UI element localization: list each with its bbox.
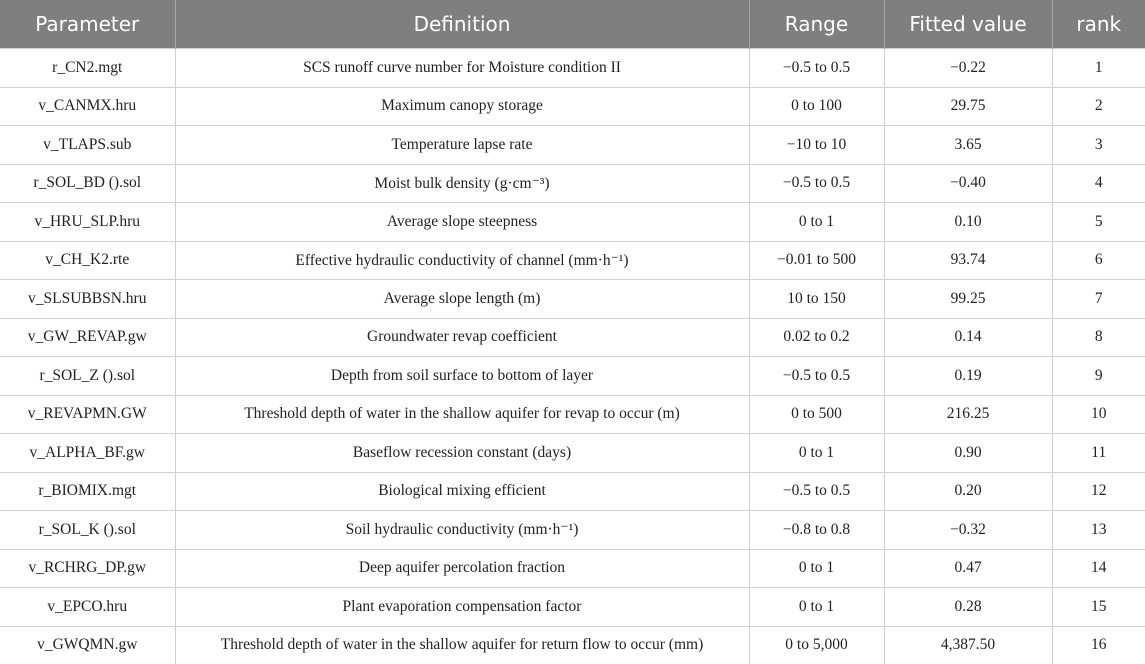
rank-cell: 16 (1052, 626, 1145, 664)
fitted-value-cell: 29.75 (884, 87, 1052, 126)
parameter-cell: v_GW_REVAP.gw (0, 318, 175, 357)
parameter-cell: v_HRU_SLP.hru (0, 203, 175, 242)
range-cell: 0 to 100 (749, 87, 884, 126)
range-cell: 0 to 1 (749, 203, 884, 242)
range-cell: −0.5 to 0.5 (749, 472, 884, 511)
header-rank: rank (1052, 0, 1145, 49)
table-row (0, 472, 1145, 511)
definition-cell: Deep aquifer percolation fraction (175, 549, 749, 588)
rank-cell: 5 (1052, 203, 1145, 242)
table-row (0, 203, 1145, 242)
parameter-cell: r_SOL_BD ().sol (0, 164, 175, 203)
rank-cell: 7 (1052, 280, 1145, 319)
table-row (0, 164, 1145, 203)
rank-cell: 11 (1052, 434, 1145, 473)
parameter-cell: r_BIOMIX.mgt (0, 472, 175, 511)
definition-cell: Soil hydraulic conductivity (mm·h⁻¹) (175, 511, 749, 550)
table-row (0, 434, 1145, 473)
definition-cell: Threshold depth of water in the shallow aquifer for return flow to occur (mm) (175, 626, 749, 664)
table-row (0, 280, 1145, 319)
fitted-value-cell: 4,387.50 (884, 626, 1052, 664)
table-row (0, 588, 1145, 627)
header-range: Range (749, 0, 884, 49)
rank-cell: 2 (1052, 87, 1145, 126)
range-cell: −0.5 to 0.5 (749, 49, 884, 88)
range-cell: −0.01 to 500 (749, 241, 884, 280)
parameter-cell: v_CANMX.hru (0, 87, 175, 126)
rank-cell: 8 (1052, 318, 1145, 357)
header-definition: Definition (175, 0, 749, 49)
fitted-value-cell: 0.20 (884, 472, 1052, 511)
fitted-value-cell: 0.19 (884, 357, 1052, 396)
rank-cell: 14 (1052, 549, 1145, 588)
table-row (0, 626, 1145, 664)
fitted-value-cell: 99.25 (884, 280, 1052, 319)
definition-cell: Baseflow recession constant (days) (175, 434, 749, 473)
range-cell: 0 to 1 (749, 549, 884, 588)
range-cell: 0 to 1 (749, 434, 884, 473)
range-cell: 0.02 to 0.2 (749, 318, 884, 357)
rank-cell: 13 (1052, 511, 1145, 550)
definition-cell: Moist bulk density (g·cm⁻³) (175, 164, 749, 203)
rank-cell: 1 (1052, 49, 1145, 88)
parameter-cell: v_TLAPS.sub (0, 126, 175, 165)
table-row (0, 357, 1145, 396)
rank-cell: 12 (1052, 472, 1145, 511)
table-row (0, 318, 1145, 357)
header-row (0, 0, 1145, 49)
table-row (0, 549, 1145, 588)
definition-cell: Temperature lapse rate (175, 126, 749, 165)
range-cell: −0.5 to 0.5 (749, 164, 884, 203)
definition-cell: Biological mixing efficient (175, 472, 749, 511)
rank-cell: 6 (1052, 241, 1145, 280)
fitted-value-cell: 0.47 (884, 549, 1052, 588)
definition-cell: Maximum canopy storage (175, 87, 749, 126)
definition-cell: Effective hydraulic conductivity of channel (mm·h⁻¹) (175, 241, 749, 280)
parameter-cell: r_CN2.mgt (0, 49, 175, 88)
fitted-value-cell: −0.40 (884, 164, 1052, 203)
fitted-value-cell: 0.10 (884, 203, 1052, 242)
parameter-cell: v_GWQMN.gw (0, 626, 175, 664)
fitted-value-cell: 3.65 (884, 126, 1052, 165)
parameter-cell: v_CH_K2.rte (0, 241, 175, 280)
parameter-cell: r_SOL_Z ().sol (0, 357, 175, 396)
header-parameter: Parameter (0, 0, 175, 49)
fitted-value-cell: 0.28 (884, 588, 1052, 627)
definition-cell: Average slope steepness (175, 203, 749, 242)
range-cell: −10 to 10 (749, 126, 884, 165)
rank-cell: 15 (1052, 588, 1145, 627)
fitted-value-cell: 0.14 (884, 318, 1052, 357)
parameter-cell: v_SLSUBBSN.hru (0, 280, 175, 319)
definition-cell: Depth from soil surface to bottom of layer (175, 357, 749, 396)
table-row (0, 126, 1145, 165)
header-fitted-value: Fitted value (884, 0, 1052, 49)
rank-cell: 9 (1052, 357, 1145, 396)
fitted-value-cell: 0.90 (884, 434, 1052, 473)
range-cell: −0.5 to 0.5 (749, 357, 884, 396)
definition-cell: Groundwater revap coefficient (175, 318, 749, 357)
rank-cell: 3 (1052, 126, 1145, 165)
range-cell: 0 to 1 (749, 588, 884, 627)
range-cell: 10 to 150 (749, 280, 884, 319)
parameter-cell: v_REVAPMN.GW (0, 395, 175, 434)
parameter-cell: v_RCHRG_DP.gw (0, 549, 175, 588)
table-row (0, 87, 1145, 126)
definition-cell: Average slope length (m) (175, 280, 749, 319)
table-row (0, 49, 1145, 88)
rank-cell: 10 (1052, 395, 1145, 434)
fitted-value-cell: −0.22 (884, 49, 1052, 88)
definition-cell: SCS runoff curve number for Moisture condition II (175, 49, 749, 88)
definition-cell: Plant evaporation compensation factor (175, 588, 749, 627)
table-row (0, 241, 1145, 280)
fitted-value-cell: 216.25 (884, 395, 1052, 434)
range-cell: 0 to 5,000 (749, 626, 884, 664)
range-cell: −0.8 to 0.8 (749, 511, 884, 550)
parameter-cell: v_ALPHA_BF.gw (0, 434, 175, 473)
table-row (0, 511, 1145, 550)
parameter-cell: v_EPCO.hru (0, 588, 175, 627)
rank-cell: 4 (1052, 164, 1145, 203)
fitted-value-cell: 93.74 (884, 241, 1052, 280)
fitted-value-cell: −0.32 (884, 511, 1052, 550)
range-cell: 0 to 500 (749, 395, 884, 434)
parameter-cell: r_SOL_K ().sol (0, 511, 175, 550)
table-row (0, 395, 1145, 434)
definition-cell: Threshold depth of water in the shallow aquifer for revap to occur (m) (175, 395, 749, 434)
